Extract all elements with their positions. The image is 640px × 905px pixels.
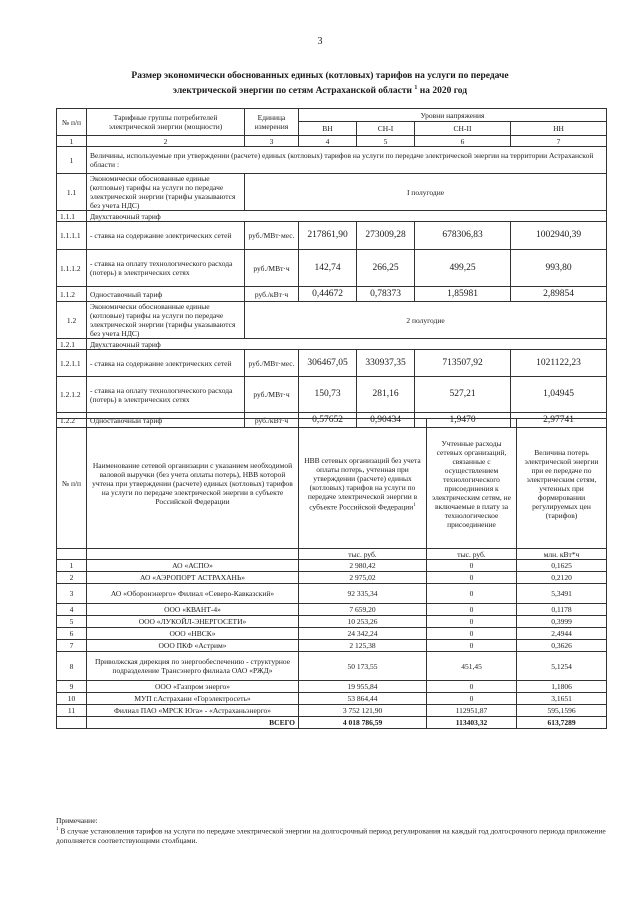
org-name: Приволжская дирекция по энергообеспечению - структурное подразделение Трансэнерго филиала ОАО «РЖД»	[87, 652, 299, 681]
header-voltage-levels: Уровни напряжения	[299, 109, 607, 122]
row-num: 1.1.1	[57, 211, 87, 222]
org-name: ООО «НВСК»	[87, 628, 299, 640]
org-name: ООО «Газпром энерго»	[87, 681, 299, 693]
org-costs: 0	[427, 628, 517, 640]
total-row	[57, 717, 607, 729]
footnote-mark: 1	[56, 827, 59, 832]
table-row	[57, 302, 607, 339]
row-text: Одноставочный тариф	[87, 413, 245, 428]
table-row	[57, 705, 607, 717]
row-unit: руб./МВт·мес.	[245, 350, 299, 377]
value-nn: 1002940,39	[511, 222, 607, 250]
org-nvv: 53 864,44	[299, 693, 427, 705]
row-num: 1.2	[57, 302, 87, 339]
row-num: 6	[57, 628, 87, 640]
org-name: МУП г.Астрахани «Горэлектросеть»	[87, 693, 299, 705]
header-tariff-groups: Тарифные группы потребителей электрической энергии (мощности)	[87, 109, 245, 136]
total-nvv: 4 018 786,59	[299, 717, 427, 729]
col-number: 6	[415, 136, 511, 147]
org-costs: 0	[427, 681, 517, 693]
notes	[56, 816, 606, 845]
table-row	[57, 652, 607, 681]
unit-costs: тыс. руб.	[427, 549, 517, 560]
row-num: 1.1.1.2	[57, 250, 87, 287]
row-text: Экономически обоснованные единые (котловые) тарифы на услуги по передаче электрической энергии (тарифы указываются без учета НДС)	[87, 302, 245, 339]
org-name: АО «АЭРОПОРТ АСТРАХАНЬ»	[87, 572, 299, 584]
row-num: 1.1.1.1	[57, 222, 87, 250]
row-text: - ставка на содержание электрических сетей	[87, 222, 245, 250]
row-text: Двухставочный тариф	[87, 211, 607, 222]
org-costs: 112951,87	[427, 705, 517, 717]
org-name: ООО ПКФ «Астрим»	[87, 640, 299, 652]
org-nvv: 7 659,20	[299, 604, 427, 616]
value-sn1: 281,16	[357, 377, 415, 413]
org-costs: 451,45	[427, 652, 517, 681]
org-losses: 0,2120	[517, 572, 607, 584]
unit-losses: млн. кВт*ч	[517, 549, 607, 560]
col-number: 2	[87, 136, 245, 147]
org-losses: 5,1254	[517, 652, 607, 681]
org-nvv: 10 253,26	[299, 616, 427, 628]
notes-heading: Примечание:	[56, 816, 98, 825]
table-row	[57, 287, 607, 302]
row-num: 1.1.2	[57, 287, 87, 302]
col-number: 1	[57, 136, 87, 147]
row-num: 2	[57, 572, 87, 584]
org-nvv: 92 335,34	[299, 584, 427, 604]
value-sn1: 273009,28	[357, 222, 415, 250]
footnote-text: В случае установления тарифов на услуги по передаче электрической энергии на долгосрочный период регулирования на каждый год долгосрочного периода приложение дополняется соответствующими столбцами.	[56, 826, 606, 845]
value-sn1: 0,78373	[357, 287, 415, 302]
value-nn: 2,89854	[511, 287, 607, 302]
value-sn1: 330937,35	[357, 350, 415, 377]
value-sn2: 499,25	[415, 250, 511, 287]
value-nn: 1,04945	[511, 377, 607, 413]
title-footnote-mark: 1	[414, 85, 418, 91]
org-costs: 0	[427, 640, 517, 652]
org-losses: 0,1625	[517, 560, 607, 572]
value-nn: 993,80	[511, 250, 607, 287]
value-vn: 217861,90	[299, 222, 357, 250]
org-costs: 0	[427, 560, 517, 572]
page-number: 3	[317, 36, 323, 47]
table-row	[57, 584, 607, 604]
network-organizations-table	[56, 418, 607, 729]
unit-empty	[87, 549, 299, 560]
org-costs: 0	[427, 616, 517, 628]
row-text: - ставка на оплату технологического расхода (потерь) в электрических сетях	[87, 377, 245, 413]
org-losses: 3,1651	[517, 693, 607, 705]
table-row	[57, 350, 607, 377]
table-row	[57, 377, 607, 413]
page-title	[70, 70, 570, 97]
row-num: 10	[57, 693, 87, 705]
row-text: - ставка на содержание электрических сетей	[87, 350, 245, 377]
org-nvv: 3 752 121,90	[299, 705, 427, 717]
table-row	[57, 211, 607, 222]
table-row	[57, 616, 607, 628]
period-label: 2 полугодие	[245, 302, 607, 339]
tariff-table	[56, 108, 607, 428]
org-nvv: 2 980,42	[299, 560, 427, 572]
org-costs: 0	[427, 604, 517, 616]
row-unit: руб./кВт·ч	[245, 413, 299, 428]
row-num: 5	[57, 616, 87, 628]
value-sn2: 713507,92	[415, 350, 511, 377]
value-vn: 306467,05	[299, 350, 357, 377]
col-number: 5	[357, 136, 415, 147]
col-number: 7	[511, 136, 607, 147]
header-num: № п/п	[57, 109, 87, 136]
row-unit: руб./кВт·ч	[245, 287, 299, 302]
row-num: 1.2.2	[57, 413, 87, 428]
table-row	[57, 681, 607, 693]
org-nvv: 50 173,55	[299, 652, 427, 681]
total-costs: 113403,32	[427, 717, 517, 729]
row-num: 1.2.1	[57, 339, 87, 350]
value-vn: 142,74	[299, 250, 357, 287]
org-costs: 0	[427, 693, 517, 705]
row-text: Экономически обоснованные единые (котловые) тарифы на услуги по передаче электрической энергии (тарифы указываются без учета НДС)	[87, 174, 245, 211]
total-losses: 613,7289	[517, 717, 607, 729]
value-sn2: 527,21	[415, 377, 511, 413]
row-text: Одноставочный тариф	[87, 287, 245, 302]
org-costs: 0	[427, 584, 517, 604]
org-rows	[57, 560, 607, 717]
row-num: 1.2.1.1	[57, 350, 87, 377]
value-vn: 0,44672	[299, 287, 357, 302]
total-empty	[57, 717, 87, 729]
col-number: 4	[299, 136, 357, 147]
table-row	[57, 572, 607, 584]
header-sn1: СН-I	[357, 122, 415, 136]
table-row	[57, 604, 607, 616]
table-row	[57, 640, 607, 652]
header-vn: ВН	[299, 122, 357, 136]
org-costs: 0	[427, 572, 517, 584]
header-nn: НН	[511, 122, 607, 136]
header-losses: Величина потерь электрической энергии при ее передаче по электрическим сетям, учтенных при формировании регулируемых цен (тарифов)	[517, 419, 607, 549]
footnote	[56, 825, 606, 845]
org-nvv: 2 975,02	[299, 572, 427, 584]
value-nn: 1021122,23	[511, 350, 607, 377]
org-name: ООО «ЛУКОЙЛ-ЭНЕРГОСЕТИ»	[87, 616, 299, 628]
header-connection-costs: Учтенные расходы сетевых организаций, связанные с осуществлением технологического присоединения к электрическим сетям, не включаемые в плату за технологическое присоединение	[427, 419, 517, 549]
title-year: на 2020 год	[419, 86, 468, 97]
title-line-2: электрической энергии по сетям Астраханской области	[172, 86, 412, 97]
table-row	[57, 222, 607, 250]
unit-nvv: тыс. руб.	[299, 549, 427, 560]
total-label: ВСЕГО	[87, 717, 299, 729]
row-unit: руб./МВт·ч	[245, 377, 299, 413]
row-num: 9	[57, 681, 87, 693]
header-unit: Единица измерения	[245, 109, 299, 136]
header-sn2: СН-II	[415, 122, 511, 136]
row-num: 1.1	[57, 174, 87, 211]
table-row	[57, 147, 607, 174]
value-sn2: 1,85981	[415, 287, 511, 302]
value-sn2: 1,9470	[415, 413, 511, 428]
value-nn: 2,97741	[511, 413, 607, 428]
period-label: I полугодие	[245, 174, 607, 211]
org-nvv: 24 342,24	[299, 628, 427, 640]
row-num: 8	[57, 652, 87, 681]
row-num: 11	[57, 705, 87, 717]
row-num: 7	[57, 640, 87, 652]
org-losses: 0,1178	[517, 604, 607, 616]
value-vn: 0,57652	[299, 413, 357, 428]
table-row	[57, 339, 607, 350]
row-text: - ставка на оплату технологического расхода (потерь) в электрических сетях	[87, 250, 245, 287]
header-num: № п/п	[57, 419, 87, 549]
header-nvv-footnote-mark: 1	[413, 502, 416, 508]
org-name: АО «АСПО»	[87, 560, 299, 572]
row-text: Двухставочный тариф	[87, 339, 607, 350]
table-row	[57, 250, 607, 287]
org-nvv: 19 955,84	[299, 681, 427, 693]
col-number: 3	[245, 136, 299, 147]
org-name: ООО «КВАНТ-4»	[87, 604, 299, 616]
row-num: 4	[57, 604, 87, 616]
value-sn1: 0,90434	[357, 413, 415, 428]
title-line-1: Размер экономически обоснованных единых (котловых) тарифов на услуги по передаче	[131, 71, 509, 81]
value-vn: 150,73	[299, 377, 357, 413]
header-organization: Наименование сетевой организации с указанием необходимой валовой выручки (без учета оплаты потерь), НВВ которой учтена при утверждении (расчете) единых (котловых) тарифов на услуги по передаче электрической энергии в субъекте Российской Федерации	[87, 419, 299, 549]
header-nvv-text: НВВ сетевых организаций без учета оплаты потерь, учтенная при утверждении (расчете) единых (котловых) тарифов на услуги по передаче электрической энергии в субъекте Российской Федерации	[304, 455, 421, 512]
value-sn1: 266,25	[357, 250, 415, 287]
table-row	[57, 560, 607, 572]
header-nvv	[299, 419, 427, 549]
org-name: АО «Оборонэнерго» Филиал «Северо-Кавказский»	[87, 584, 299, 604]
table-row	[57, 174, 607, 211]
table-row	[57, 693, 607, 705]
row-num: 1	[57, 560, 87, 572]
value-sn2: 678306,83	[415, 222, 511, 250]
org-name: Филиал ПАО «МРСК Юга» - «Астраханьэнерго»	[87, 705, 299, 717]
row-text: Величины, используемые при утверждении (расчете) единых (котловых) тарифов на услуги по передаче электрической энергии на территории Астраханской области :	[87, 147, 607, 174]
org-losses: 1,1806	[517, 681, 607, 693]
org-nvv: 2 125,38	[299, 640, 427, 652]
table-row	[57, 628, 607, 640]
row-unit: руб./МВт·ч	[245, 250, 299, 287]
row-num: 1	[57, 147, 87, 174]
org-losses: 595,1596	[517, 705, 607, 717]
row-num: 3	[57, 584, 87, 604]
org-losses: 2,4944	[517, 628, 607, 640]
org-losses: 0,3999	[517, 616, 607, 628]
unit-empty	[57, 549, 87, 560]
row-unit: руб./МВт·мес.	[245, 222, 299, 250]
row-num: 1.2.1.2	[57, 377, 87, 413]
org-losses: 5,3491	[517, 584, 607, 604]
org-losses: 0,3626	[517, 640, 607, 652]
